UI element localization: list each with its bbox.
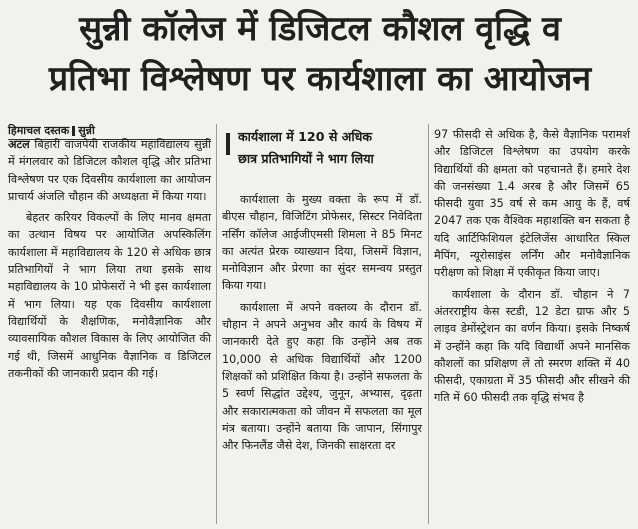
article-column-3 [434, 126, 630, 411]
pull-quote-line-1: कार्यशाला में 120 से अधिक [238, 129, 373, 144]
dateline-agency: हिमाचल दस्तक [8, 124, 70, 137]
pull-quote-line-2: छात्र प्रतिभागियों ने भाग लिया [238, 151, 374, 166]
headline [14, 4, 626, 104]
article-column-2 [222, 191, 422, 458]
paragraph: कार्यशाला के दौरान डॉ. चौहान ने 7 अंतरराष्ट्रीय केस स्टडी, 12 डेटा ग्राफ और 5 लाइव डेमोंस्ट्रेशन का वर्णन किया। इसके निष्कर्ष में उन्होंने कहा कि यदि विद्यार्थी अपने मानसिक कौशलों का प्रशिक्षण लें तो स्मरण शक्ति में 40 फीसदी, एकाग्रता में 35 फीसदी और सीखने की गति में 60 फीसदी तक वृद्धि संभव है [434, 287, 630, 405]
paragraph [8, 136, 211, 205]
article-column-1 [8, 136, 211, 386]
column-divider [428, 124, 429, 524]
pull-quote-bar [226, 133, 230, 155]
dateline-separator [72, 126, 75, 136]
paragraph: 97 फीसदी से अधिक है, कैसे वैज्ञानिक परामर्श और डिजिटल विश्लेषण का उपयोग करके विद्यार्थियों की क्षमता को पहचानते हैं। हमारे देश की जनसंख्या 1.4 अरब है और जिसमें 65 फीसदी युवा 35 वर्ष से कम आयु के हैं, वर्ष 2047 तक एक वैश्विक महाशक्ति बन सकता है यदि आर्टिफिशियल इंटेलिजेंस आधारित स्किल मैपिंग, न्यूरोसाइंस लर्निंग और मनोवैज्ञानिक परीक्षण को शिक्षा में एकीकृत किया जाए। [434, 128, 630, 280]
lead-word: अटल [8, 138, 30, 151]
pull-quote [226, 125, 420, 177]
paragraph: कार्यशाला में अपने वक्तव्य के दौरान डॉ. चौहान ने अपने अनुभव और कार्य के विषय में जानकारी देते हुए कहा कि उन्होंने अब तक 10,000 से अधिक विद्यार्थियों और 1200 शिक्षकों को प्रशिक्षित किया है। उन्होंने सफलता के 5 स्वर्ण सिद्धांत उद्देश्य, जुनून, अभ्यास, दृढ़ता और सकारात्मकता को जीवन में सफलता का मूल मंत्र बताया। उन्होंने बताया कि जापान, सिंगापुर और फिनलैंड जैसे देश, जिनकी साक्षरता दर [222, 300, 422, 453]
headline-line-2: प्रतिभा विश्लेषण पर कार्यशाला का आयोजन [48, 59, 592, 99]
column-divider [216, 124, 217, 524]
paragraph: कार्यशाला के मुख्य वक्ता के रूप में डॉ. बीएस चौहान, विजिटिंग प्रोफेसर, सिस्टर निवेदिता नर्सिंग कॉलेज आईजीएमसी शिमला ने 85 मिनट का अत्यंत प्रेरक व्याख्यान दिया, जिसमें विज्ञान, मनोविज्ञान और प्रेरणा का सुंदर समन्वय प्रस्तुत किया गया। [222, 193, 422, 293]
dateline-place: सुन्नी [78, 124, 95, 137]
paragraph-text: बिहारी वाजपेयी राजकीय महाविद्यालय सुन्नी में मंगलवार को डिजिटल कौशल वृद्धि और प्रतिभा विश्लेषण पर एक दिवसीय कार्यशाला का आयोजन प्राचार्य अंजलि चौहान की अध्यक्षता में किया गया। [8, 138, 211, 203]
paragraph: बेहतर करियर विकल्पों के लिए मानव क्षमता का उत्थान विषय पर आयोजित अपस्किलिंग कार्यशाला में महाविद्यालय के 120 से अधिक छात्र प्रतिभागियों ने भाग लिया तथा इसके साथ महाविद्यालय के 10 प्रोफेसरों ने भी इस कार्यशाला में भाग लिया। यह एक दिवसीय कार्यशाला विद्यार्थियों के शैक्षणिक, मनोवैज्ञानिक और व्यावसायिक कौशल विकास के लिए आयोजित की गई थी, जिसमें आधुनिक वैज्ञानिक व डिजिटल तकनीकों की जानकारी प्रदान की गई। [8, 211, 211, 380]
headline-line-1: सुन्नी कॉलेज में डिजिटल कौशल वृद्धि व [79, 9, 561, 49]
